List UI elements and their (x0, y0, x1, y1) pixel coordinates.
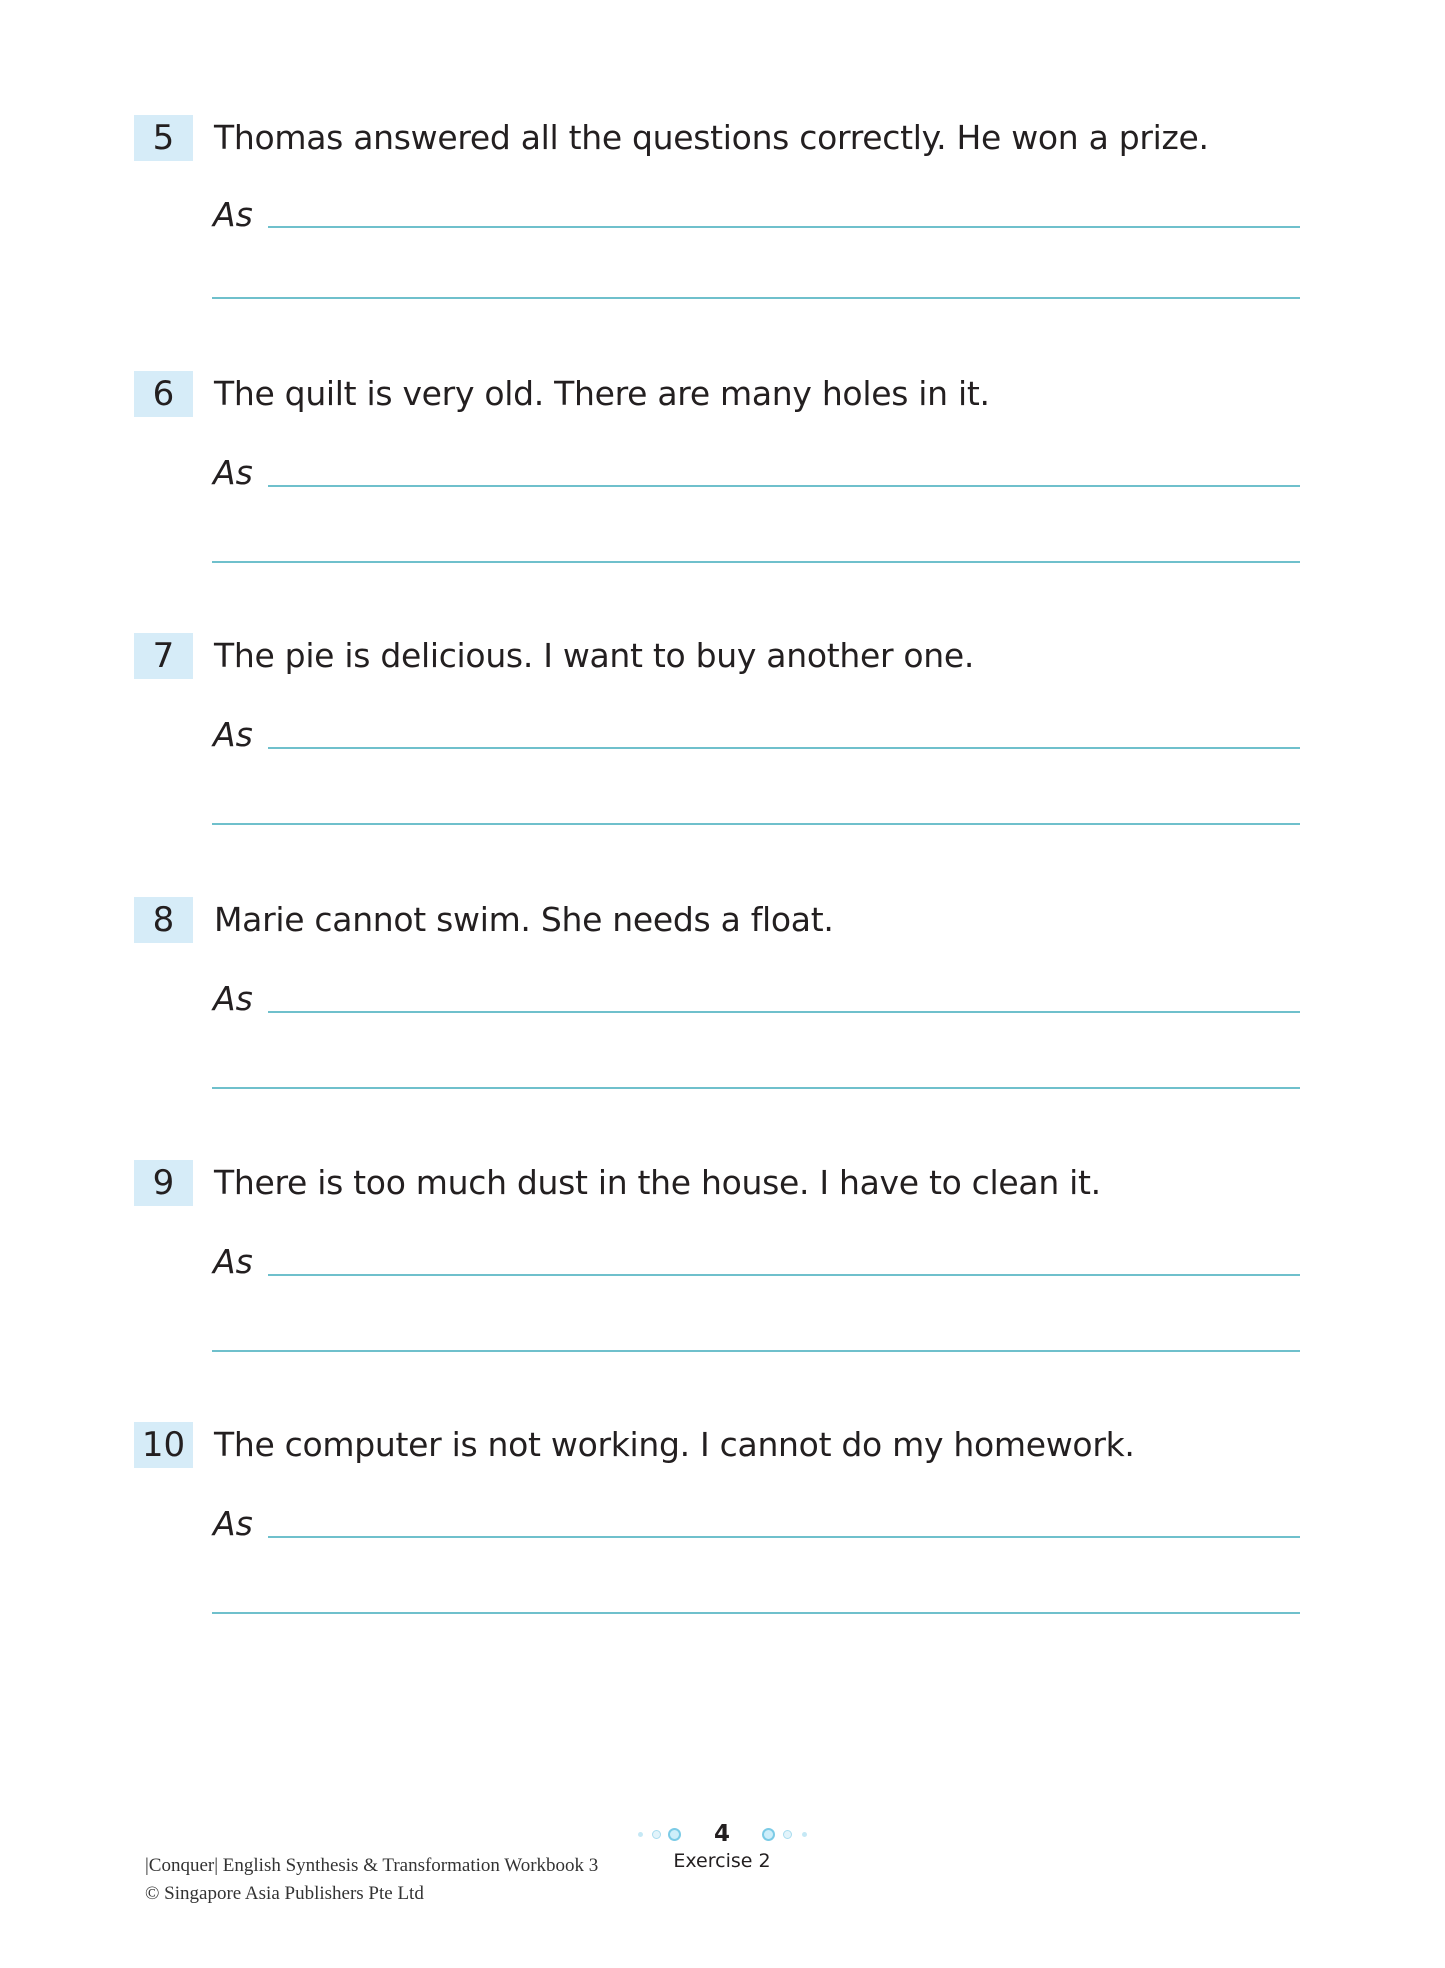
question-number-badge: 6 (134, 371, 193, 417)
answer-line-1[interactable] (268, 226, 1300, 228)
answer-line-2[interactable] (212, 823, 1300, 825)
question-item-8 (0, 897, 1445, 1097)
answer-line-2[interactable] (212, 1350, 1300, 1352)
question-item-10 (0, 1422, 1445, 1622)
answer-prompt-label: As (213, 453, 253, 492)
decor-dot-icon (638, 1832, 643, 1837)
answer-line-1[interactable] (268, 1536, 1300, 1538)
page-number: 4 (713, 1821, 730, 1847)
question-item-7 (0, 633, 1445, 833)
question-text: There is too much dust in the house. I have to clean it. (214, 1163, 1101, 1202)
decor-dot-icon (783, 1830, 792, 1839)
footer-credits (145, 1852, 598, 1908)
answer-line-1[interactable] (268, 485, 1300, 487)
question-text: Thomas answered all the questions correctly. He won a prize. (214, 118, 1209, 157)
copyright-notice: © Singapore Asia Publishers Pte Ltd (145, 1883, 424, 1904)
question-number-badge: 7 (134, 633, 193, 679)
answer-line-1[interactable] (268, 1011, 1300, 1013)
answer-line-1[interactable] (268, 1274, 1300, 1276)
answer-line-2[interactable] (212, 561, 1300, 563)
question-item-6 (0, 371, 1445, 571)
decor-dot-icon (652, 1830, 661, 1839)
question-number-badge: 10 (134, 1422, 193, 1468)
question-text: Marie cannot swim. She needs a float. (214, 900, 834, 939)
answer-line-2[interactable] (212, 297, 1300, 299)
answer-prompt-label: As (213, 715, 253, 754)
question-text: The computer is not working. I cannot do my homework. (214, 1425, 1135, 1464)
question-item-5 (0, 115, 1445, 315)
book-title: |Conquer| English Synthesis & Transformation Workbook 3 (145, 1855, 599, 1876)
decor-dot-icon (762, 1828, 775, 1841)
answer-prompt-label: As (213, 1504, 253, 1543)
answer-prompt-label: As (213, 979, 253, 1018)
answer-prompt-label: As (213, 195, 253, 234)
question-text: The quilt is very old. There are many holes in it. (214, 374, 990, 413)
decor-dot-icon (668, 1828, 681, 1841)
question-item-9 (0, 1160, 1445, 1360)
answer-line-2[interactable] (212, 1612, 1300, 1614)
exercise-label: Exercise 2 (673, 1850, 771, 1872)
question-text: The pie is delicious. I want to buy another one. (214, 636, 975, 675)
decor-dot-icon (802, 1832, 807, 1837)
answer-prompt-label: As (213, 1242, 253, 1281)
answer-line-1[interactable] (268, 747, 1300, 749)
question-number-badge: 5 (134, 115, 193, 161)
answer-line-2[interactable] (212, 1087, 1300, 1089)
question-number-badge: 9 (134, 1160, 193, 1206)
question-number-badge: 8 (134, 897, 193, 943)
